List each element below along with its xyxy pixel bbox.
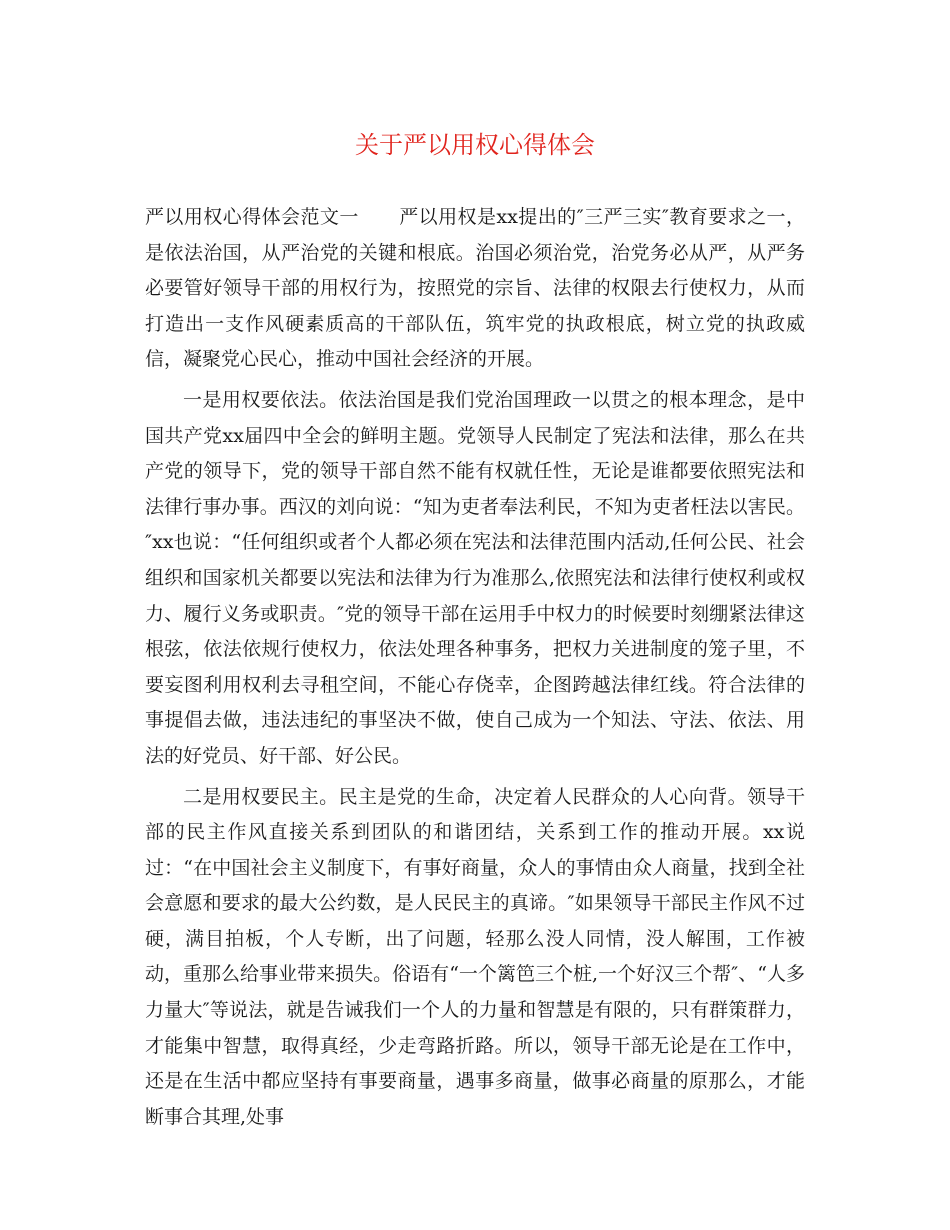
document-title: 关于严以用权心得体会 [355,131,595,159]
paragraph-intro [145,200,805,378]
paragraph-democracy: 二是用权要民主。民主是党的生命，决定着人民群众的人心向背。领导干部的民主作风直接关系到团队的和谐团结，关系到工作的推动开展。xx说过：“在中国社会主义制度下，有事好商量，众人的事情由众人商量，找到全社会意愿和要求的最大公约数，是人民民主的真谛。″如果领导干部民主作风不过硬，满目拍板，个人专断，出了问题，轻那么没人同情，没人解围，工作被动，重那么给事业带来损失。俗语有“一个篱笆三个桩,一个好汉三个帮″、“人多力量大″等说法，就是告诫我们一个人的力量和智慧是有限的，只有群策群力，才能集中智慧，取得真经，少走弯路折路。所以，领导干部无论是在工作中，还是在生活中都应坚持有事要商量，遇事多商量，做事必商量的原那么，才能断事合其理,处事 [145,785,805,1128]
document-body [145,200,805,1140]
paragraph-rule-of-law: 一是用权要依法。依法治国是我们党治国理政一以贯之的根本理念，是中国共产党xx届四中全会的鲜明主题。党领导人民制定了宪法和法律，那么在共产党的领导下，党的领导干部自然不能有权就任性，无论是谁都要依照宪法和法律行事办事。西汉的刘向说：“知为吏者奉法利民，不知为吏者枉法以害民。″xx也说：“任何组织或者个人都必须在宪法和法律范围内活动,任何公民、社会组织和国家机关都要以宪法和法律为行为准那么,依照宪法和法律行使权利或权力、履行义务或职责。″党的领导干部在运用手中权力的时候要时刻绷紧法律这根弦，依法依规行使权力，依法处理各种事务，把权力关进制度的笼子里，不要妄图利用权利去寻租空间，不能心存侥幸，企图跨越法律红线。符合法律的事提倡去做，违法违纪的事坚决不做，使自己成为一个知法、守法、依法、用法的好党员、好干部、好公民。 [145,388,805,767]
intro-label: 严以用权心得体会范文一 [145,206,359,228]
paragraph-text: 严以用权是xx提出的″三严三实″教育要求之一，是依法治国，从严治党的关键和根底。治国必须治党，治党务必从严，从严务必要管好领导干部的用权行为，按照党的宗旨、法律的权限去行使权力，从而打造出一支作风硬素质高的干部队伍，筑牢党的执政根底，树立党的执政威信，凝聚党心民心，推动中国社会经济的开展。 [145,206,805,371]
